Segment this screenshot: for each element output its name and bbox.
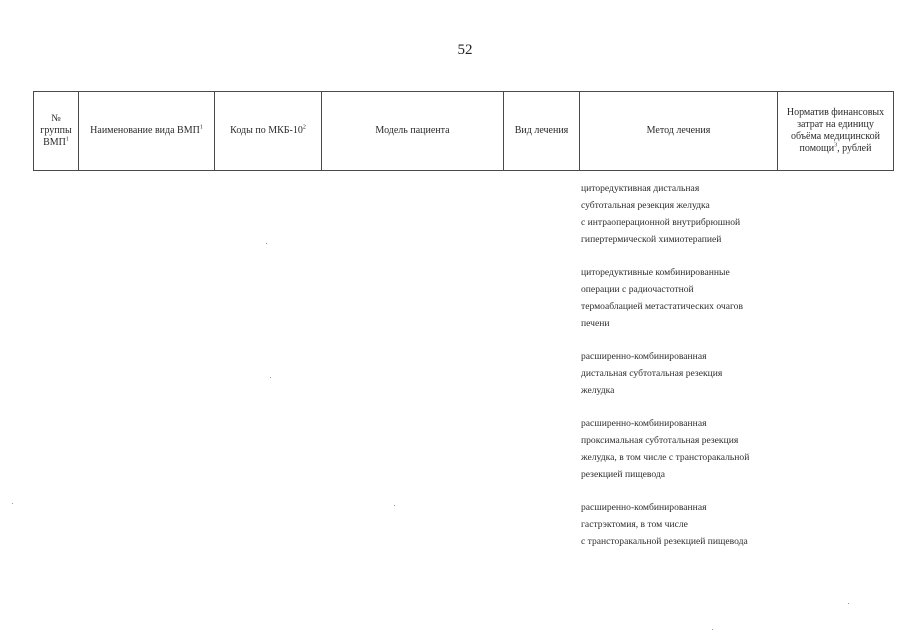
col-header-treatment-type-label: Вид лечения [514, 125, 569, 136]
col-header-group-number-label: № группы ВМП [40, 113, 72, 148]
treatment-method-item [581, 415, 791, 483]
col-header-icd-codes-label: Коды по МКБ-10 [230, 125, 303, 136]
col-header-treatment-method [580, 92, 778, 171]
scan-speck [266, 243, 267, 244]
treatment-method-item [581, 348, 791, 399]
col-header-vmp-name [79, 92, 215, 171]
treatment-method-line: с интраоперационной внутрибрюшной [581, 217, 741, 228]
footnote-mark: 1 [65, 136, 69, 143]
footnote-mark: 2 [302, 124, 306, 131]
treatment-method-item [581, 264, 791, 332]
scan-speck [848, 603, 849, 604]
treatment-method-line: циторедуктивные комбинированные [581, 267, 730, 278]
treatment-methods-list [581, 180, 791, 566]
treatment-method-line: дистальная субтотальная резекция [581, 368, 723, 379]
treatment-method-line: субтотальная резекция желудка [581, 200, 710, 211]
col-header-financial-norm-suffix: , рублей [837, 143, 872, 154]
scan-speck [270, 377, 271, 378]
col-header-patient-model [322, 92, 504, 171]
treatment-method-line: расширенно-комбинированная [581, 351, 707, 362]
col-header-financial-norm-label: Норматив финансовых затрат на единицу объёма медицинской помощи [786, 107, 885, 154]
col-header-financial-norm [778, 92, 894, 171]
scan-speck [712, 629, 713, 630]
footnote-mark: 3 [834, 142, 838, 149]
treatment-method-line: печени [581, 318, 610, 329]
treatment-method-line: гипертермической химиотерапией [581, 234, 722, 245]
treatment-method-line: операции с радиочастотной [581, 284, 694, 295]
treatment-method-item [581, 499, 791, 550]
treatment-method-line: проксимальная субтотальная резекция [581, 435, 739, 446]
col-header-patient-model-label: Модель пациента [375, 125, 450, 136]
header-row [34, 92, 894, 171]
col-header-treatment-method-label: Метод лечения [646, 125, 711, 136]
header-table [33, 91, 894, 171]
treatment-method-line: расширенно-комбинированная [581, 418, 707, 429]
col-header-group-number [34, 92, 79, 171]
treatment-method-line: термоаблацией метастатических очагов [581, 301, 744, 312]
col-header-vmp-name-label: Наименование вида ВМП [90, 125, 200, 136]
footnote-mark: 1 [199, 124, 203, 131]
treatment-method-line: резекцией пищевода [581, 469, 665, 480]
page-number: 52 [457, 42, 473, 58]
col-header-treatment-type [504, 92, 580, 171]
col-header-icd-codes [215, 92, 322, 171]
treatment-method-line: расширенно-комбинированная [581, 502, 707, 513]
treatment-method-line: с трансторакальной резекцией пищевода [581, 536, 748, 547]
treatment-method-line: гастрэктомия, в том числе [581, 519, 688, 530]
treatment-method-line: желудка [581, 385, 615, 396]
treatment-method-line: желудка, в том числе с трансторакальной [581, 452, 750, 463]
scan-speck [12, 503, 13, 504]
treatment-method-line: циторедуктивная дистальная [581, 183, 700, 194]
treatment-method-item [581, 180, 791, 248]
scan-speck [394, 505, 395, 506]
